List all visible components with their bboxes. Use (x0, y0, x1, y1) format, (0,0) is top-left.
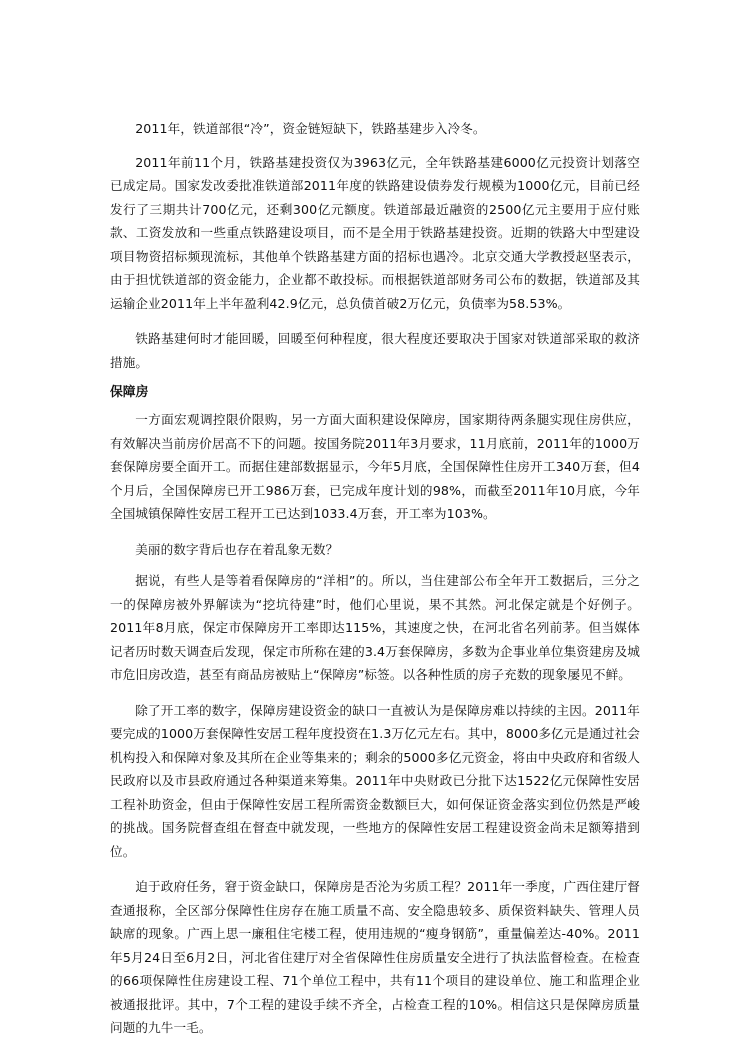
document-page (110, 117, 640, 1052)
paragraph-railway-recovery: 铁路基建何时才能回暖，回暖至何种程度，很大程度还要取决于国家对铁道部采取的救济措施。 (110, 331, 640, 370)
paragraph-housing-quality: 迫于政府任务，窘于资金缺口，保障房是否沦为劣质工程？2011年一季度，广西住建厅督查通报称，全区部分保障性住房存在施工质量不高、安全隐患较多、质保资料缺失、管理人员缺席的现象。广西上思一廉租住宅楼工程，使用违规的“瘦身钢筋”，重量偏差达-40%。2011年5月24日至6月2日，河北省住建厅对全省保障性住房质量安全进行了执法监督检查。在检查的66项保障性住房建设工程、71个单位工程中，共有11个项目的建设单位、施工和监理企业被通报批评。其中，7个工程的建设手续不齐全，占检查工程的10%。相信这只是保障房质量问题的九牛一毛。 (110, 879, 640, 1035)
paragraph-housing-question: 美丽的数字背后也存在着乱象无数？ (135, 541, 339, 557)
paragraph-railway-cold: 2011年，铁道部很“冷”，资金链短缺下，铁路基建步入冷冬。 (135, 121, 486, 136)
paragraph-housing-funding: 除了开工率的数字，保障房建设资金的缺口一直被认为是保障房难以持续的主因。2011年要完成的1000万套保障性安居工程年度投资在1.3万亿元左右。其中，8000多亿元是通过社会机构投入和保障对象及其所在企业等集来的；剩余的5000多亿元资金，将由中央政府和省级人民政府以及市县政府通过各种渠道来筹集。2011年中央财政已分批下达1522亿元保障性安居工程补助资金，但由于保障性安居工程所需资金数额巨大，如何保证资金落实到位仍然是严峻的挑战。国务院督查组在督查中就发现，一些地方的保障性安居工程建设资金尚未足额筹措到位。 (110, 702, 640, 859)
section-heading-affordable-housing: 保障房 (110, 385, 149, 400)
paragraph-housing-baoding: 据说，有些人是等着看保障房的“洋相”的。所以，当住建部公布全年开工数据后，三分之一的保障房被外界解读为“挖坑待建”时，他们心里说，果不其然。河北保定就是个好例子。2011年8月底，保定市保障房开工率即达115%，其速度之快，在河北省名列前茅。但当媒体记者历时数天调查后发现，保定市所称在建的3.4万套保障房，多数为企事业单位集资建房及城市危旧房改造，甚至有商品房被贴上“保障房”标签。以各种性质的房子充数的现象屡见不鲜。 (110, 573, 640, 682)
paragraph-railway-investment: 2011年前11个月，铁路基建投资仅为3963亿元，全年铁路基建6000亿元投资计划落空已成定局。国家发改委批准铁道部2011年度的铁路建设债券发行规模为1000亿元，目前已经发行了三期共计700亿元，还剩300亿元额度。铁道部最近融资的2500亿元主要用于应付账款、工资发放和一些重点铁路建设项目，而不是全用于铁路基建投资。近期的铁路大中型建设项目物资招标频现流标，其他单个铁路基建方面的招标也遇冷。北京交通大学教授赵坚表示，由于担忧铁道部的资金能力，企业都不敢投标。而根据铁道部财务司公布的数据，铁道部及其运输企业2011年上半年盈利42.9亿元，总负债首破2万亿元，负债率为58.53%。 (110, 154, 640, 311)
paragraph-housing-policy: 一方面宏观调控限价限购，另一方面大面积建设保障房，国家期待两条腿实现住房供应，有效解决当前房价居高不下的问题。按国务院2011年3月要求，11月底前，2011年的1000万套保障房要全面开工。而据住建部数据显示，今年5月底，全国保障性住房开工340万套，但4个月后，全国保障房已开工986万套，已完成年度计划的98%，而截至2011年10月底，今年全国城镇保障性安居工程开工已达到1033.4万套，开工率为103%。 (110, 412, 640, 521)
